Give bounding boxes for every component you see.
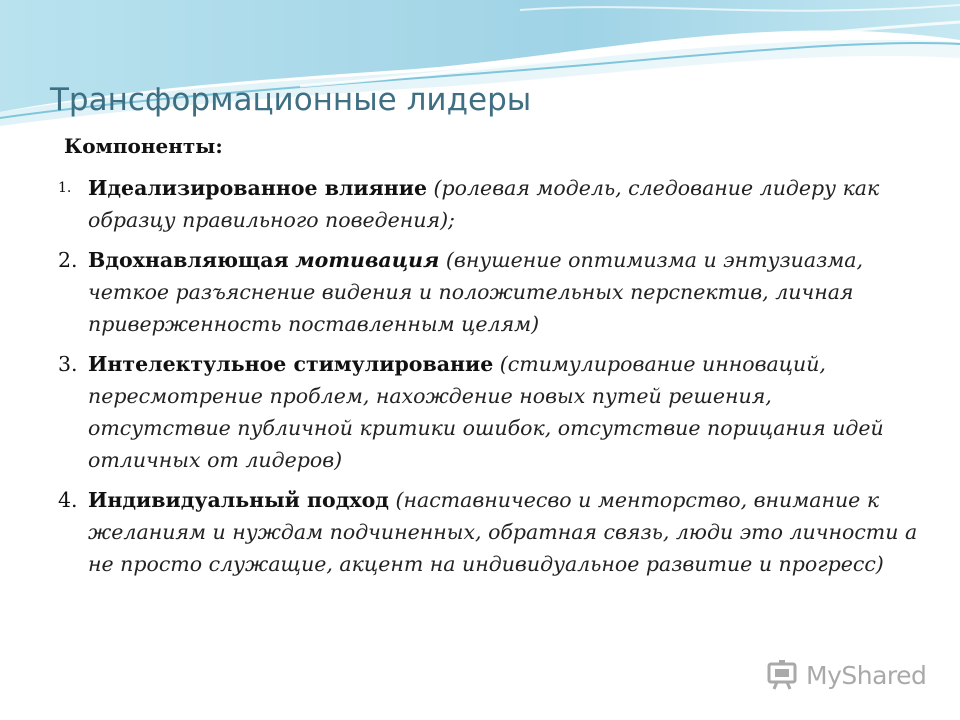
item-description: (ролевая модель, следование лидеру как образцу правильного поведения); bbox=[88, 176, 880, 232]
list-item bbox=[58, 172, 918, 236]
item-lead: Вдохнавляющая bbox=[88, 248, 289, 272]
item-lead: Интелектульное стимулирование bbox=[88, 352, 494, 376]
item-number: 3. bbox=[58, 352, 78, 376]
slide-title: Трансформационные лидеры bbox=[50, 82, 532, 118]
item-number: 1. bbox=[58, 180, 72, 196]
item-emphasis: мотивация bbox=[295, 248, 440, 272]
list-item bbox=[58, 484, 918, 580]
item-number: 2. bbox=[58, 248, 78, 272]
myshared-watermark bbox=[766, 658, 926, 692]
components-list bbox=[58, 172, 918, 588]
components-heading: Компоненты: bbox=[64, 134, 223, 158]
decorative-wave-header bbox=[0, 0, 960, 140]
list-item bbox=[58, 244, 918, 340]
item-number: 4. bbox=[58, 488, 78, 512]
myshared-logo-icon bbox=[766, 658, 800, 692]
item-description: (наставничесво и менторство, внимание к желаниям и нуждам подчиненных, обратная связь, люди это личности а не просто служащие, акцент на индивидуальное развитие и прогресс) bbox=[88, 488, 918, 576]
watermark-text: MyShared bbox=[806, 660, 927, 690]
item-lead: Идеализированное влияние bbox=[88, 176, 428, 200]
item-description: (стимулирование инноваций, пересмотрение проблем, нахождение новых путей решения, отсутствие публичной критики ошибок, отсутствие порицания идей отличных от лидеров) bbox=[88, 352, 884, 472]
item-description: (внушение оптимизма и энтузиазма, четкое разъяснение видения и положительных перспектив, личная приверженность поставленным целям) bbox=[88, 248, 864, 336]
list-item bbox=[58, 348, 918, 476]
item-lead: Индивидуальный подход bbox=[88, 488, 389, 512]
